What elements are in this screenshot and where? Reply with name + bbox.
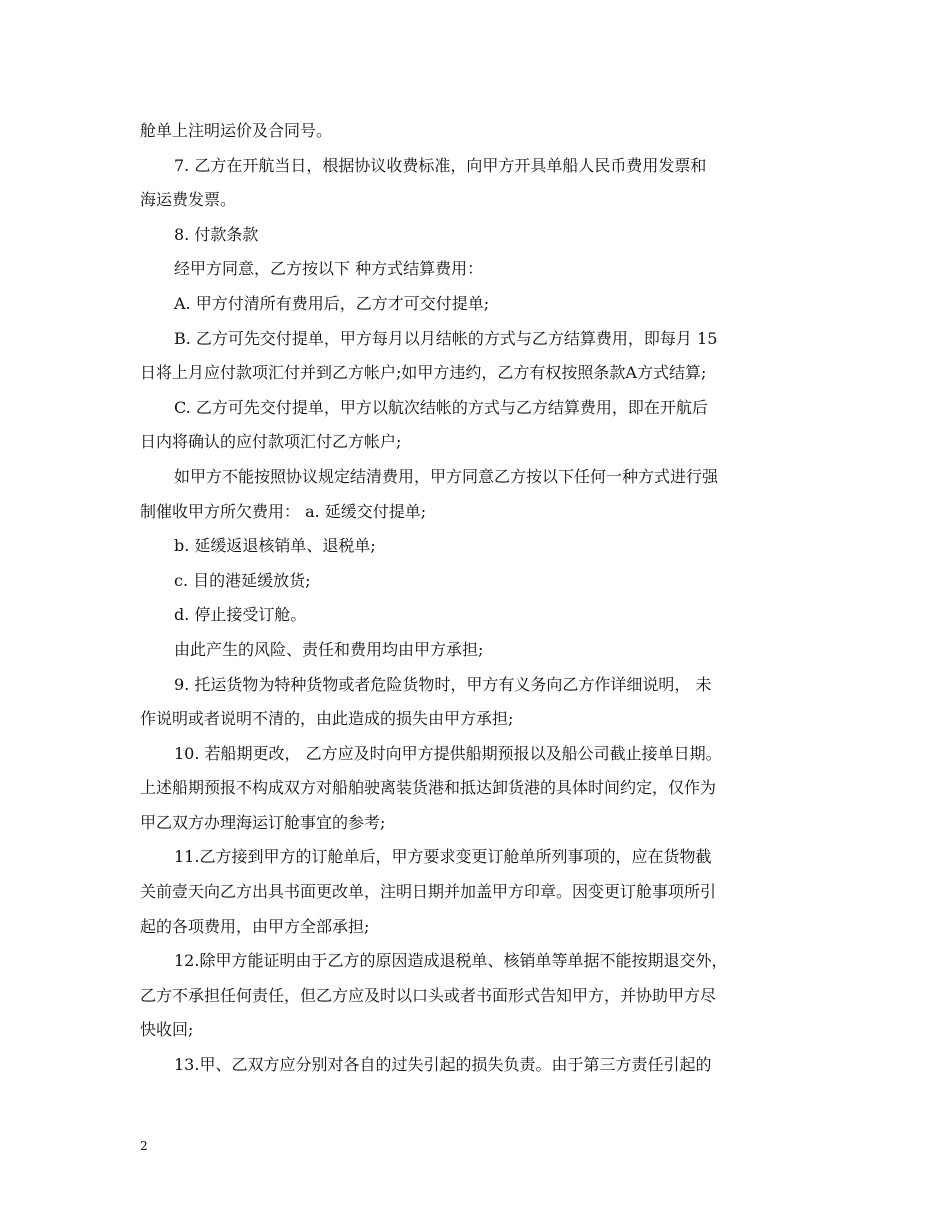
text-line-10: 日内将确认的应付款项汇付乙方帐户; — [140, 432, 402, 452]
text-line-13: b. 延缓返退核销单、退税单; — [174, 536, 376, 556]
text-line-3: 海运费发票。 — [140, 190, 237, 210]
text-line-7: B. 乙方可先交付提单，甲方每月以月结帐的方式与乙方结算费用，即每月 15 — [174, 328, 718, 348]
page-number: 2 — [140, 1139, 148, 1153]
text-line-28: 13.甲、乙双方应分别对各自的过失引起的损失负责。由于第三方责任引起的 — [174, 1055, 712, 1075]
text-line-4: 8. 付款条款 — [174, 224, 259, 244]
text-line-19: 10. 若船期更改， 乙方应及时向甲方提供船期预报以及船公司截止接单日期。 — [174, 743, 722, 763]
text-line-5: 经甲方同意，乙方按以下 种方式结算费用： — [174, 259, 484, 279]
document-body — [140, 114, 812, 1083]
text-line-15: d. 停止接受订舱。 — [174, 605, 307, 625]
text-line-6: A. 甲方付清所有费用后，乙方才可交付提单; — [174, 293, 490, 313]
text-line-12: 制催收甲方所欠费用： a. 延缓交付提单; — [140, 501, 427, 521]
text-line-27: 快收回; — [140, 1020, 194, 1040]
text-line-14: c. 目的港延缓放货; — [174, 570, 311, 590]
text-line-2: 7. 乙方在开航当日，根据协议收费标准，向甲方开具单船人民币费用发票和 — [174, 155, 707, 175]
text-line-8: 日将上月应付款项汇付并到乙方帐户;如甲方违约，乙方有权按照条款A方式结算; — [140, 363, 707, 383]
text-line-16: 由此产生的风险、责任和费用均由甲方承担; — [174, 639, 484, 659]
text-line-24: 起的各项费用，由甲方全部承担; — [140, 916, 370, 936]
text-line-22: 11.乙方接到甲方的订舱单后，甲方要求变更订舱单所列事项的，应在货物截 — [174, 847, 712, 867]
text-line-21: 甲乙双方办理海运订舱事宜的参考; — [140, 812, 386, 832]
text-line-20: 上述船期预报不构成双方对船舶驶离装货港和抵达卸货港的具体时间约定，仅作为 — [140, 778, 717, 798]
text-line-9: C. 乙方可先交付提单，甲方以航次结帐的方式与乙方结算费用，即在开航后 — [174, 397, 708, 417]
text-line-23: 关前壹天向乙方出具书面更改单，注明日期并加盖甲方印章。因变更订舱事项所引 — [140, 882, 717, 902]
text-line-17: 9. 托运货物为特种货物或者危险货物时，甲方有义务向乙方作详细说明， 未 — [174, 674, 712, 694]
text-line-26: 乙方不承担任何责任，但乙方应及时以口头或者书面形式告知甲方，并协助甲方尽 — [140, 985, 717, 1005]
text-line-25: 12.除甲方能证明由于乙方的原因造成退税单、核销单等单据不能按期退交外， — [174, 951, 728, 971]
text-line-18: 作说明或者说明不清的，由此造成的损失由甲方承担; — [140, 709, 514, 729]
text-line-11: 如甲方不能按照协议规定结清费用，甲方同意乙方按以下任何一种方式进行强 — [174, 466, 719, 486]
text-line-1: 舱单上注明运价及合同号。 — [140, 121, 333, 140]
